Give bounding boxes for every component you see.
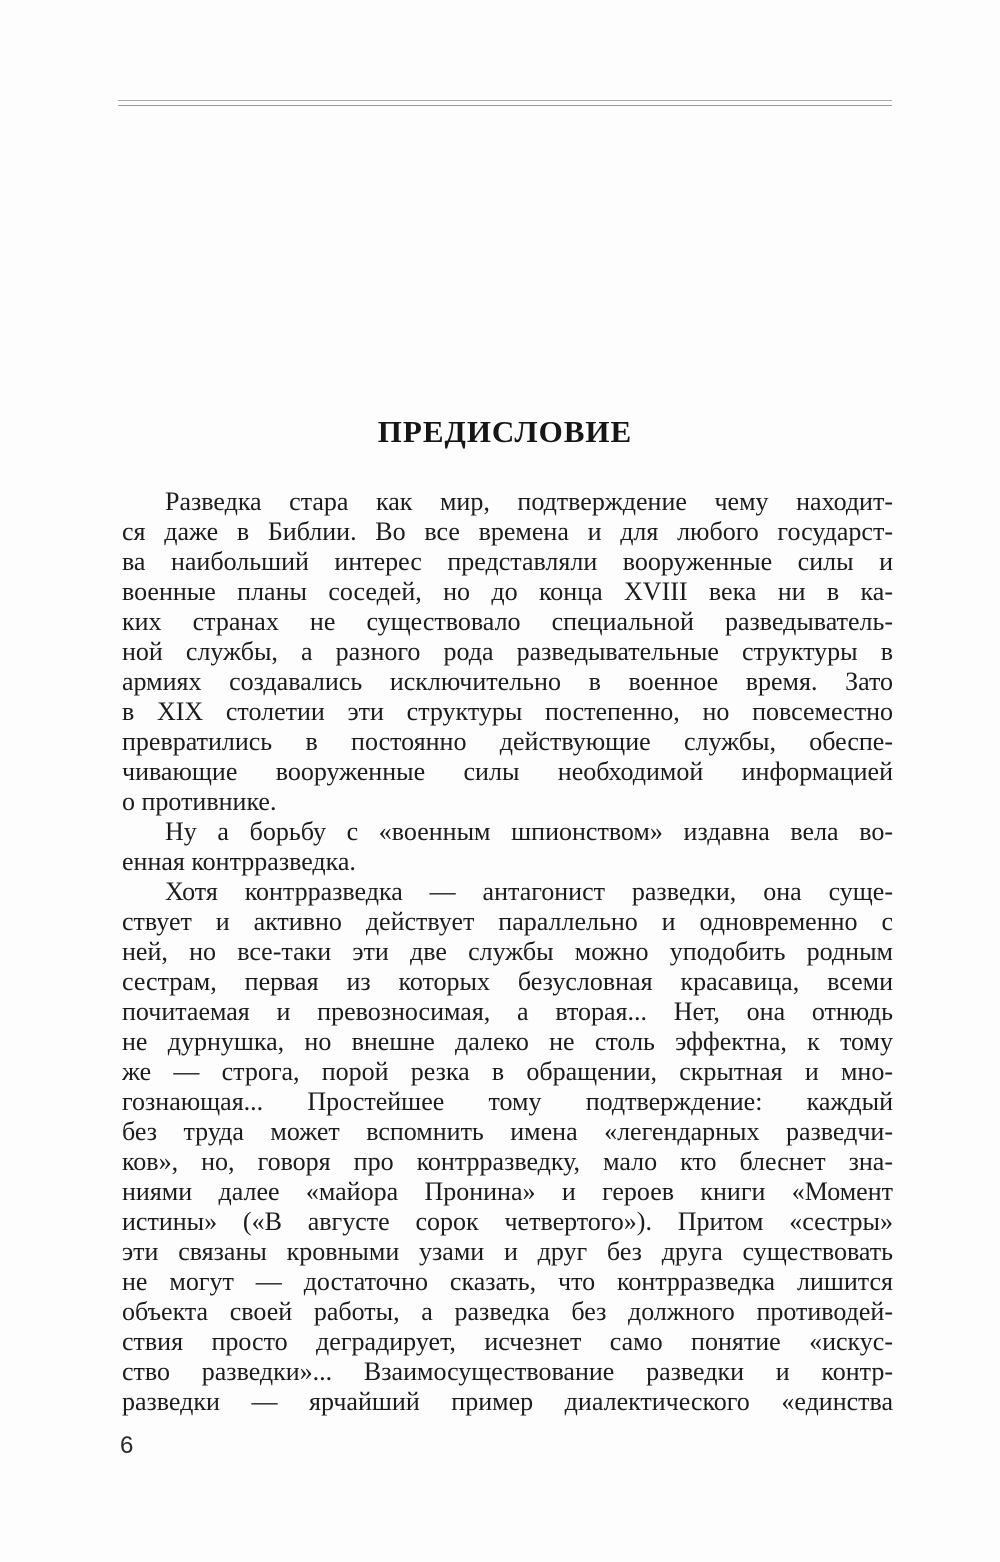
text-line: военные планы соседей, но до конца XVIII века ни в ка- [122,577,893,606]
text-line: енная контрразведка. [122,847,356,876]
text-line: армиях создавались исключительно в военное время. Зато [122,667,893,696]
text-line: в XIX столетии эти структуры постепенно, но повсеместно [122,697,893,726]
text-line: ней, но все-таки эти две службы можно уподобить родным [122,937,893,966]
text-line: не дурнушка, но внешне далеко не столь эффектна, к тому [122,1027,893,1056]
text-line: ниями далее «майора Пронина» и героев книги «Момент [122,1177,893,1206]
text-line: ство разведки»... Взаимосуществование разведки и контр- [122,1357,893,1386]
paragraph [122,877,893,1417]
text-line: Ну а борьбу с «военным шпионством» издавна вела во- [165,817,893,846]
chapter-title: ПРЕДИСЛОВИЕ [377,414,633,449]
paragraph [122,817,893,877]
text-line: ков», но, говоря про контрразведку, мало кто блеснет зна- [122,1147,893,1176]
text-line: ких странах не существовало специальной разведыватель- [122,607,893,636]
text-line: не могут — достаточно сказать, что контрразведка лишится [122,1267,893,1296]
text-line: без труда может вспомнить имена «легендарных разведчи- [122,1117,893,1146]
text-line: ствия просто деградирует, исчезнет само понятие «искус- [122,1327,893,1356]
text-line: превратились в постоянно действующие службы, обеспе- [122,727,893,756]
text-line: разведки — ярчайший пример диалектического «единства [122,1387,893,1416]
text-line: истины» («В августе сорок четвертого»). Притом «сестры» [122,1207,893,1236]
text-line: сестрам, первая из которых безусловная красавица, всеми [122,967,893,996]
page-number: 6 [120,1432,134,1459]
header-rule [118,100,892,106]
text-line: ствует и активно действует параллельно и одновременно с [122,907,893,936]
text-line: эти связаны кровными узами и друг без друга существовать [122,1237,893,1266]
text-line: объекта своей работы, а разведка без должного противодей- [122,1297,893,1326]
text-line: чивающие вооруженные силы необходимой информацией [122,757,893,786]
text-line: ва наибольший интерес представляли вооруженные силы и [122,547,893,576]
paragraph [122,487,893,817]
text-line: же — строга, порой резка в обращении, скрытная и мно- [122,1057,893,1086]
text-line: Хотя контрразведка — антагонист разведки, она суще- [165,877,893,906]
text-line: о противнике. [122,787,277,816]
text-line: гознающая... Простейшее тому подтверждение: каждый [122,1087,893,1116]
text-line: почитаемая и превозносимая, а вторая... Нет, она отнюдь [122,997,893,1026]
text-line: Разведка стара как мир, подтверждение чему находит- [165,487,893,516]
text-line: ной службы, а разного рода разведывательные структуры в [122,637,893,666]
text-line: ся даже в Библии. Во все времена и для любого государст- [122,517,893,546]
preface-text [122,487,893,1417]
